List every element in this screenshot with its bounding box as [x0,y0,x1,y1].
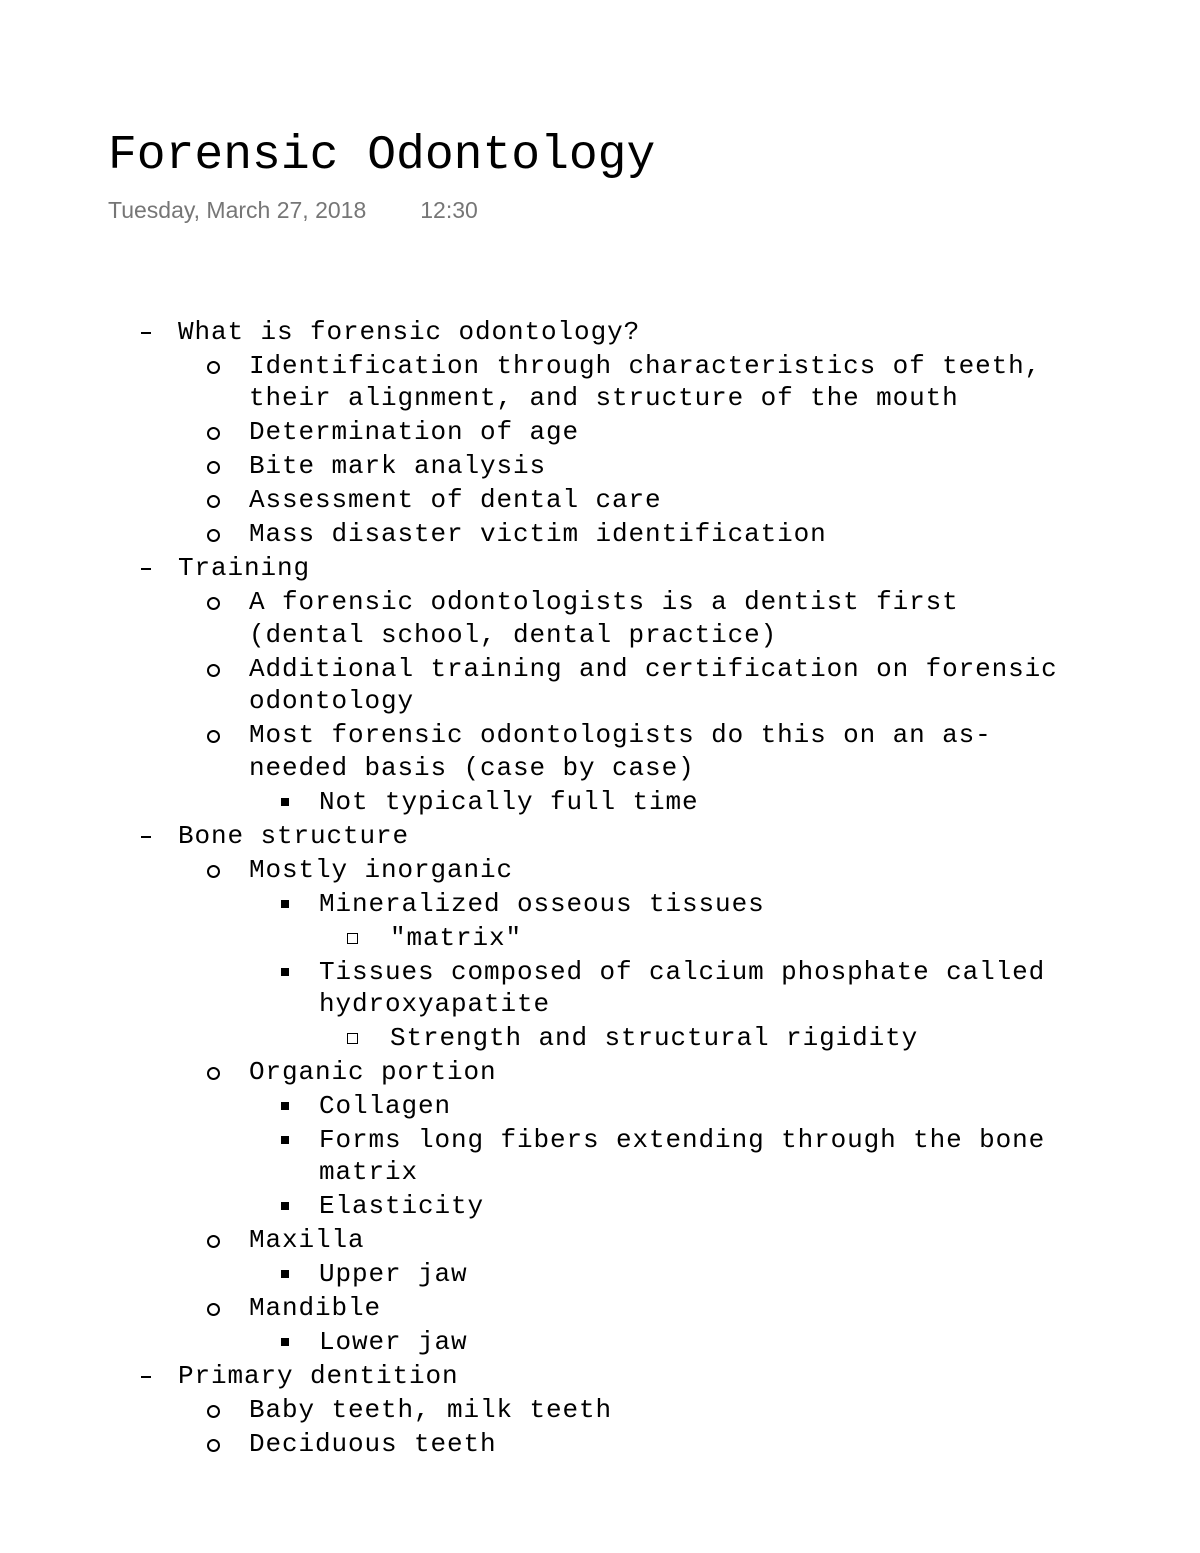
circle-bullet-icon [207,1405,220,1418]
outline-item-text: Bite mark analysis [249,451,547,482]
outline-item-text: Tissues composed of calcium phosphate called [319,956,1046,987]
square-bullet-icon [281,1270,289,1278]
circle-bullet-icon [207,1303,220,1316]
outline-item-text: Baby teeth, milk teeth [249,1395,613,1426]
outline-item-text: (dental school, dental practice) [249,619,778,650]
outline-item-text: Strength and structural rigidity [390,1023,919,1053]
dash-bullet-icon [141,568,151,570]
outline-item-text: their alignment, and structure of the mouth [249,383,959,414]
outline-item-text: Upper jaw [319,1259,468,1290]
dash-bullet-icon [141,836,151,838]
outline-item-text: Primary dentition [178,1361,459,1392]
outline-item-text: A forensic odontologists is a dentist first [249,587,959,618]
outline-item-text: What is forensic odontology? [178,317,641,347]
outline-item-text: needed basis (case by case) [249,752,695,783]
outline-item-text: Most forensic odontologists do this on an as- [249,720,992,751]
outline-item-text: "matrix" [390,922,523,953]
circle-bullet-icon [207,1439,220,1452]
outline-item-text: Assessment of dental care [249,485,662,516]
outline-item-text: Mostly inorganic [249,854,514,885]
outline-item-text: Forms long fibers extending through the bone [319,1125,1046,1155]
outline-item-text: Deciduous teeth [249,1429,497,1460]
circle-bullet-icon [207,461,220,474]
dash-bullet-icon [141,1376,151,1378]
page-title: Forensic Odontology [108,129,656,183]
circle-bullet-icon [207,730,220,743]
outline-item-text: Bone structure [178,820,410,851]
square-bullet-icon [281,1136,289,1144]
outline-item-text: Additional training and certification on forensic [249,653,1058,684]
circle-bullet-icon [207,865,220,878]
outline-item-text: Mass disaster victim identification [249,519,827,550]
square-bullet-icon [281,1338,289,1346]
square-bullet-icon [281,1102,289,1110]
circle-bullet-icon [207,495,220,508]
square-bullet-icon [281,1202,289,1210]
outline-item-text: Organic portion [249,1057,497,1087]
dash-bullet-icon [141,332,151,334]
hollow-bullet-icon [347,1033,358,1044]
outline-list [0,316,1200,1460]
outline-item-text: Collagen [319,1091,452,1121]
outline-item-text: Lower jaw [319,1327,468,1358]
circle-bullet-icon [207,1067,220,1080]
outline-item-text: Mandible [249,1293,382,1324]
circle-bullet-icon [207,361,220,374]
outline-item-text: Determination of age [249,417,580,448]
outline-item-text: Not typically full time [319,786,699,817]
page-date: Tuesday, March 27, 2018 [108,197,367,223]
outline-item-text: odontology [249,686,415,717]
circle-bullet-icon [207,1235,220,1248]
outline-item-text: Maxilla [249,1225,365,1256]
outline-item-text: Mineralized osseous tissues [319,888,765,919]
outline-item-text: hydroxyapatite [319,989,551,1019]
square-bullet-icon [281,798,289,806]
square-bullet-icon [281,968,289,976]
circle-bullet-icon [207,597,220,610]
page-time: 12:30 [420,197,478,223]
circle-bullet-icon [207,427,220,440]
circle-bullet-icon [207,529,220,542]
square-bullet-icon [281,900,289,908]
outline-item-text: Identification through characteristics of teeth, [249,351,1042,381]
circle-bullet-icon [207,664,220,677]
outline-item-text: Training [178,553,311,584]
outline-item-text: matrix [319,1157,419,1188]
page-timestamp [108,196,478,224]
outline-item-text: Elasticity [319,1191,485,1222]
hollow-bullet-icon [347,933,358,944]
